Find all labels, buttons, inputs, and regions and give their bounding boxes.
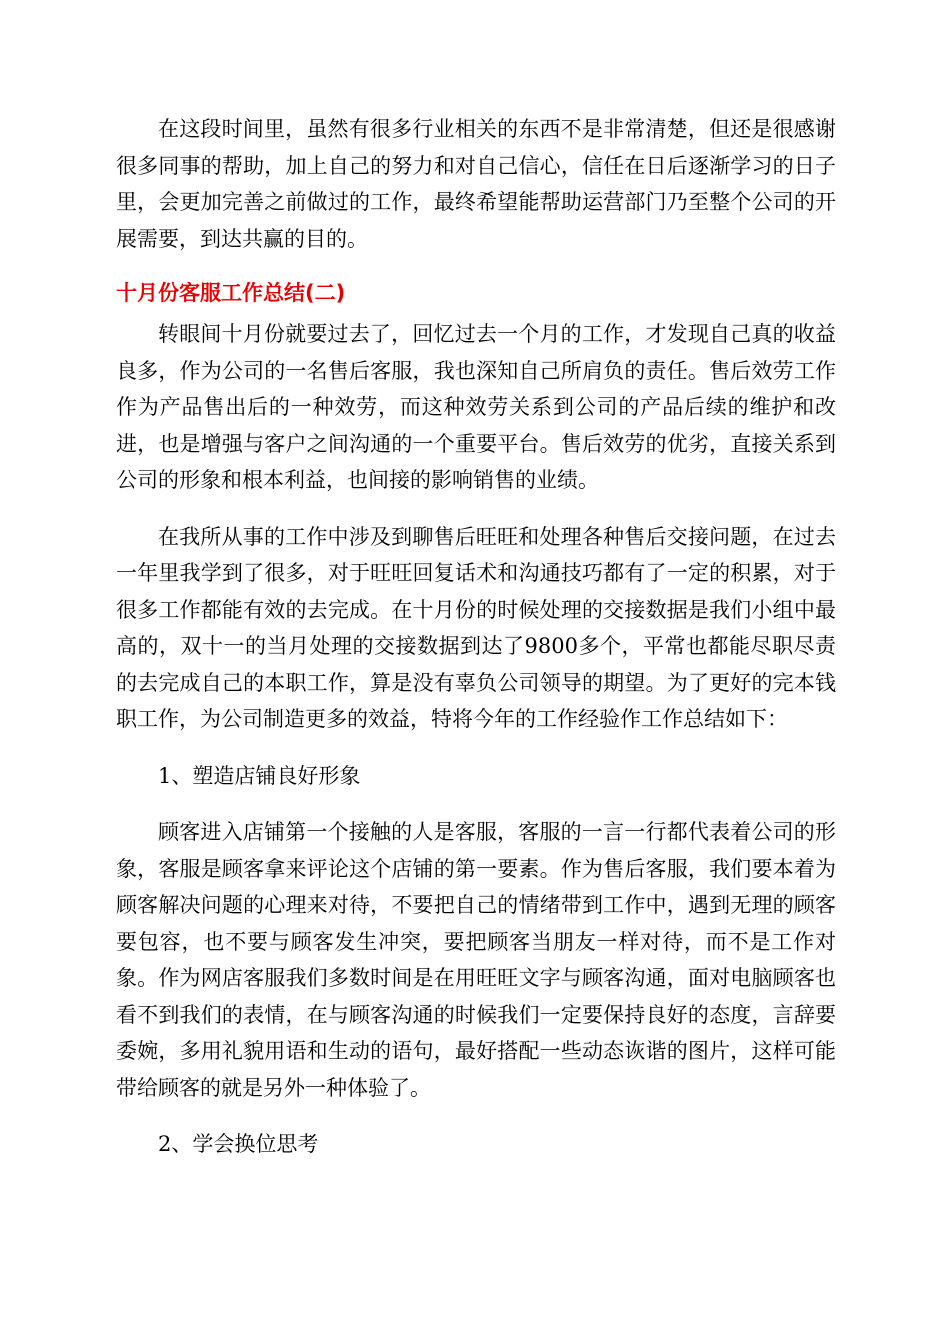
- paragraph-store-image: 顾客进入店铺第一个接触的人是客服，客服的一言一行都代表着公司的形象，客服是顾客拿来评论这个店铺的第一要素。作为售后客服，我们要本着为顾客解决问题的心理来对待，不要把自己的情绪带到工作中，遇到无理的顾客要包容，也不要与顾客发生冲突，要把顾客当朋友一样对待，而不是工作对象。作为网店客服我们多数时间是在用旺旺文字与顾客沟通，面对电脑顾客也看不到我们的表情，在与顾客沟通的时候我们一定要保持良好的态度，言辞要委婉，多用礼貌用语和生动的语句，最好搭配一些动态诙谐的图片，这样可能带给顾客的就是另外一种体验了。: [116, 820, 836, 1100]
- paragraph-intro: 在这段时间里，虽然有很多行业相关的东西不是非常清楚，但还是很感谢很多同事的帮助，加上自己的努力和对自己信心，信任在日后逐渐学习的日子里，会更加完善之前做过的工作，最终希望能帮助运营部门乃至整个公司的开展需要，到达共赢的目的。: [116, 117, 836, 251]
- document-page: [116, 111, 836, 1183]
- list-item-heading-2: 2、学会换位思考: [158, 1132, 319, 1156]
- paragraph-work-summary: 在我所从事的工作中涉及到聊售后旺旺和处理各种售后交接问题，在过去一年里我学到了很多，对于旺旺回复话术和沟通技巧都有了一定的积累，对于很多工作都能有效的去完成。在十月份的时候处理的交接数据是我们小组中最高的，双十一的当月处理的交接数据到达了9800多个，平常也都能尽职尽责的去完成自己的本职工作，算是没有辜负公司领导的期望。为了更好的完本钱职工作，为公司制造更多的效益，特将今年的工作经验作工作总结如下：: [116, 524, 836, 731]
- list-item-heading-1: 1、塑造店铺良好形象: [158, 763, 361, 788]
- section-heading: 十月份客服工作总结(二): [116, 281, 346, 305]
- paragraph-overview: 转眼间十月份就要过去了，回忆过去一个月的工作，才发现自己真的收益良多，作为公司的一名售后客服，我也深知自己所肩负的责任。售后效劳工作作为产品售出后的一种效劳，而这种效劳关系到公司的产品后续的维护和改进，也是增强与客户之间沟通的一个重要平台。售后效劳的优劣，直接关系到公司的形象和根本利益，也间接的影响销售的业绩。: [116, 322, 836, 492]
